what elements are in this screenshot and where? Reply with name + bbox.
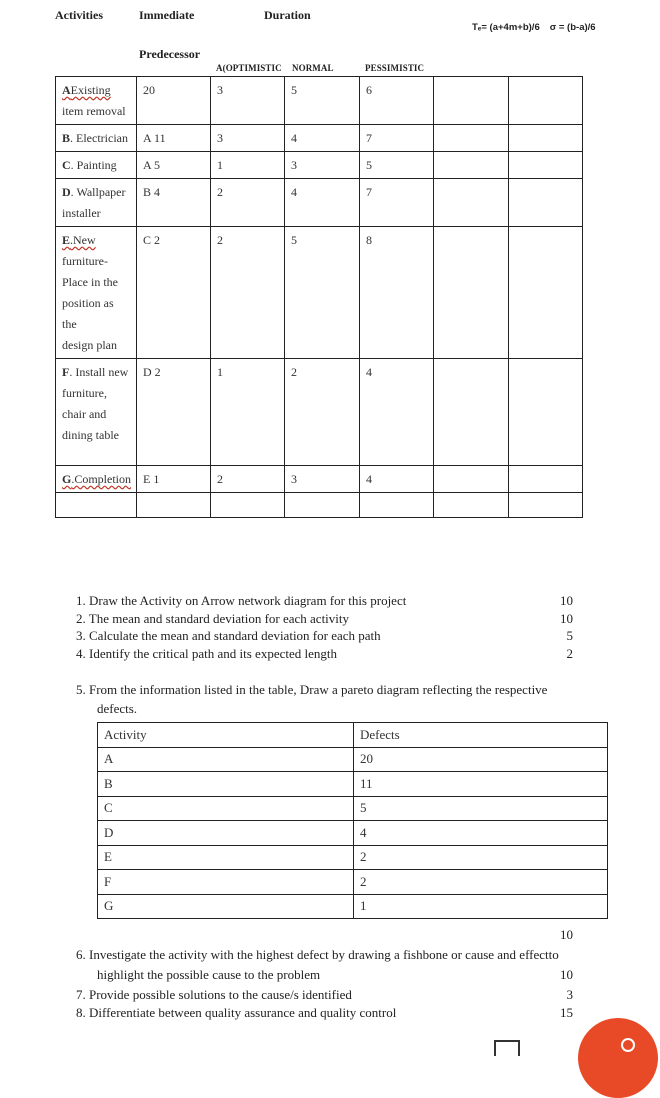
activity-opt-cell: 2 — [211, 179, 285, 227]
activity-pred-cell: B 4 — [137, 179, 211, 227]
col-header-optimistic: A(OPTIMISTIC — [216, 63, 282, 73]
defects-header-cell: Activity — [98, 723, 354, 748]
question-3: 3. Calculate the mean and standard deviation for each path — [76, 628, 381, 643]
defects-count-cell: 5 — [354, 796, 608, 821]
activity-normal-cell: 5 — [285, 227, 360, 359]
question-6-score: 10 — [560, 967, 573, 982]
score-after-table: 10 — [560, 927, 573, 942]
defects-activity-cell: D — [98, 821, 354, 846]
activity-pess-cell: 4 — [360, 359, 434, 466]
defects-activity-cell: G — [98, 894, 354, 919]
activity-normal-cell: 4 — [285, 179, 360, 227]
question-2: 2. The mean and standard deviation for each activity — [76, 611, 350, 626]
empty-cell — [509, 493, 583, 518]
activity-name-line: furniture, — [62, 386, 107, 400]
defects-count-cell: 4 — [354, 821, 608, 846]
activity-pred-cell: 20 — [137, 77, 211, 125]
activity-table — [55, 76, 583, 518]
activity-pred-cell: E 1 — [137, 466, 211, 493]
activity-normal-cell: 3 — [285, 466, 360, 493]
activity-name-line: .Completion — [71, 472, 132, 486]
defects-activity-cell: A — [98, 747, 354, 772]
col-header-immediate: Immediate — [139, 8, 195, 22]
activity-pess-cell: 7 — [360, 125, 434, 152]
empty-cell — [509, 466, 583, 493]
defects-row — [98, 894, 608, 919]
empty-cell — [434, 152, 509, 179]
empty-cell — [285, 493, 360, 518]
defects-count-cell: 1 — [354, 894, 608, 919]
activity-normal-cell: 2 — [285, 359, 360, 466]
empty-cell — [434, 179, 509, 227]
activity-pred-cell: D 2 — [137, 359, 211, 466]
defects-table — [97, 722, 608, 919]
activity-row — [56, 359, 583, 466]
activity-pess-cell: 7 — [360, 179, 434, 227]
activity-name-line: furniture- — [62, 254, 108, 268]
activity-normal-cell: 4 — [285, 125, 360, 152]
activity-name-line: installer — [62, 206, 101, 220]
empty-cell — [434, 77, 509, 125]
question-2-score: 10 — [560, 611, 573, 626]
activity-normal-cell: 3 — [285, 152, 360, 179]
question-8: 8. Differentiate between quality assurance and quality control — [76, 1005, 397, 1020]
activity-name-line: . Wallpaper — [70, 185, 126, 199]
floating-action-button[interactable] — [578, 1018, 658, 1098]
empty-cell — [137, 493, 211, 518]
activity-opt-cell: 3 — [211, 77, 285, 125]
defects-activity-cell: E — [98, 845, 354, 870]
defects-count-cell: 11 — [354, 772, 608, 797]
activity-pess-cell: 4 — [360, 466, 434, 493]
activity-pred-cell: A 11 — [137, 125, 211, 152]
activity-row — [56, 466, 583, 493]
activity-name-line: .New — [70, 233, 96, 247]
activity-name-cell — [56, 152, 137, 179]
activity-letter: A — [62, 83, 71, 97]
activity-letter: F — [62, 365, 70, 379]
col-header-normal: NORMAL — [292, 63, 334, 73]
activity-row — [56, 179, 583, 227]
empty-cell — [434, 125, 509, 152]
activity-row — [56, 152, 583, 179]
question-3-score: 5 — [566, 628, 573, 643]
activity-pess-cell: 5 — [360, 152, 434, 179]
activity-name-line: . Install new — [69, 365, 129, 379]
activity-row — [56, 125, 583, 152]
defects-row — [98, 870, 608, 895]
activity-name-line: design plan — [62, 338, 117, 352]
defects-count-cell: 20 — [354, 747, 608, 772]
activity-name-line: Place in the — [62, 275, 118, 289]
activity-opt-cell: 2 — [211, 227, 285, 359]
formulas — [472, 22, 606, 33]
question-7: 7. Provide possible solutions to the cause/s identified — [76, 987, 352, 1002]
formula-te: Tₑ= (a+4m+b)/6 — [472, 22, 540, 33]
empty-cell — [509, 152, 583, 179]
activity-letter: C — [62, 158, 71, 172]
activity-row — [56, 77, 583, 125]
empty-cell — [509, 179, 583, 227]
activity-name-cell — [56, 359, 137, 466]
defects-count-cell: 2 — [354, 845, 608, 870]
question-1: 1. Draw the Activity on Arrow network diagram for this project — [76, 593, 407, 608]
question-6-line2: highlight the possible cause to the problem — [97, 967, 321, 982]
activity-opt-cell: 1 — [211, 152, 285, 179]
activity-opt-cell: 1 — [211, 359, 285, 466]
col-header-pessimistic: PESSIMISTIC — [365, 63, 425, 73]
question-8-score: 15 — [560, 1005, 573, 1020]
empty-cell — [56, 493, 137, 518]
activity-pred-cell: C 2 — [137, 227, 211, 359]
activity-pred-cell: A 5 — [137, 152, 211, 179]
search-icon — [621, 1038, 635, 1052]
question-4-score: 2 — [566, 646, 573, 661]
defects-row — [98, 821, 608, 846]
defects-header-cell: Defects — [354, 723, 608, 748]
question-5-line1: 5. From the information listed in the table, Draw a pareto diagram reflecting the respective — [76, 682, 548, 697]
defects-header-row — [98, 723, 608, 748]
empty-cell — [434, 466, 509, 493]
defects-row — [98, 796, 608, 821]
defects-activity-cell: F — [98, 870, 354, 895]
empty-cell — [211, 493, 285, 518]
activity-name-cell — [56, 125, 137, 152]
activity-name-line: Existing — [70, 83, 111, 97]
activity-name-line: . Electrician — [70, 131, 128, 145]
formula-sigma: σ = (b-a)/6 — [549, 22, 596, 33]
empty-cell — [509, 227, 583, 359]
question-7-score: 3 — [566, 987, 573, 1002]
question-1-score: 10 — [560, 593, 573, 608]
col-header-duration: Duration — [264, 8, 311, 22]
activity-letter: G — [62, 472, 72, 486]
activity-opt-cell: 2 — [211, 466, 285, 493]
empty-row — [56, 493, 583, 518]
activity-name-line: chair and — [62, 407, 107, 421]
activity-letter: E — [62, 233, 71, 247]
activity-name-cell — [56, 466, 137, 493]
activity-name-line: dining table — [62, 428, 119, 442]
activity-pess-cell: 8 — [360, 227, 434, 359]
empty-cell — [509, 125, 583, 152]
empty-cell — [509, 77, 583, 125]
activity-row — [56, 227, 583, 359]
question-6-line1: 6. Investigate the activity with the highest defect by drawing a fishbone or cause and effectto — [76, 947, 559, 962]
question-4: 4. Identify the critical path and its expected length — [76, 646, 337, 661]
activity-letter: B — [62, 131, 71, 145]
activity-name-cell — [56, 179, 137, 227]
empty-cell — [434, 227, 509, 359]
empty-cell — [360, 493, 434, 518]
activity-letter: D — [62, 185, 71, 199]
defects-row — [98, 747, 608, 772]
activity-name-cell — [56, 227, 137, 359]
empty-cell — [434, 359, 509, 466]
tray-icon[interactable] — [494, 1040, 520, 1056]
activity-pess-cell: 6 — [360, 77, 434, 125]
activity-opt-cell: 3 — [211, 125, 285, 152]
question-5-line2: defects. — [97, 701, 138, 716]
col-header-activities: Activities — [55, 8, 103, 22]
defects-activity-cell: C — [98, 796, 354, 821]
activity-name-line: position as the — [62, 296, 114, 331]
activity-name-cell — [56, 77, 137, 125]
empty-cell — [509, 359, 583, 466]
defects-count-cell: 2 — [354, 870, 608, 895]
defects-row — [98, 772, 608, 797]
defects-activity-cell: B — [98, 772, 354, 797]
col-header-predecessor: Predecessor — [139, 47, 201, 61]
activity-name-line: item removal — [62, 104, 126, 118]
activity-normal-cell: 5 — [285, 77, 360, 125]
defects-row — [98, 845, 608, 870]
activity-name-line: . Painting — [70, 158, 117, 172]
empty-cell — [434, 493, 509, 518]
